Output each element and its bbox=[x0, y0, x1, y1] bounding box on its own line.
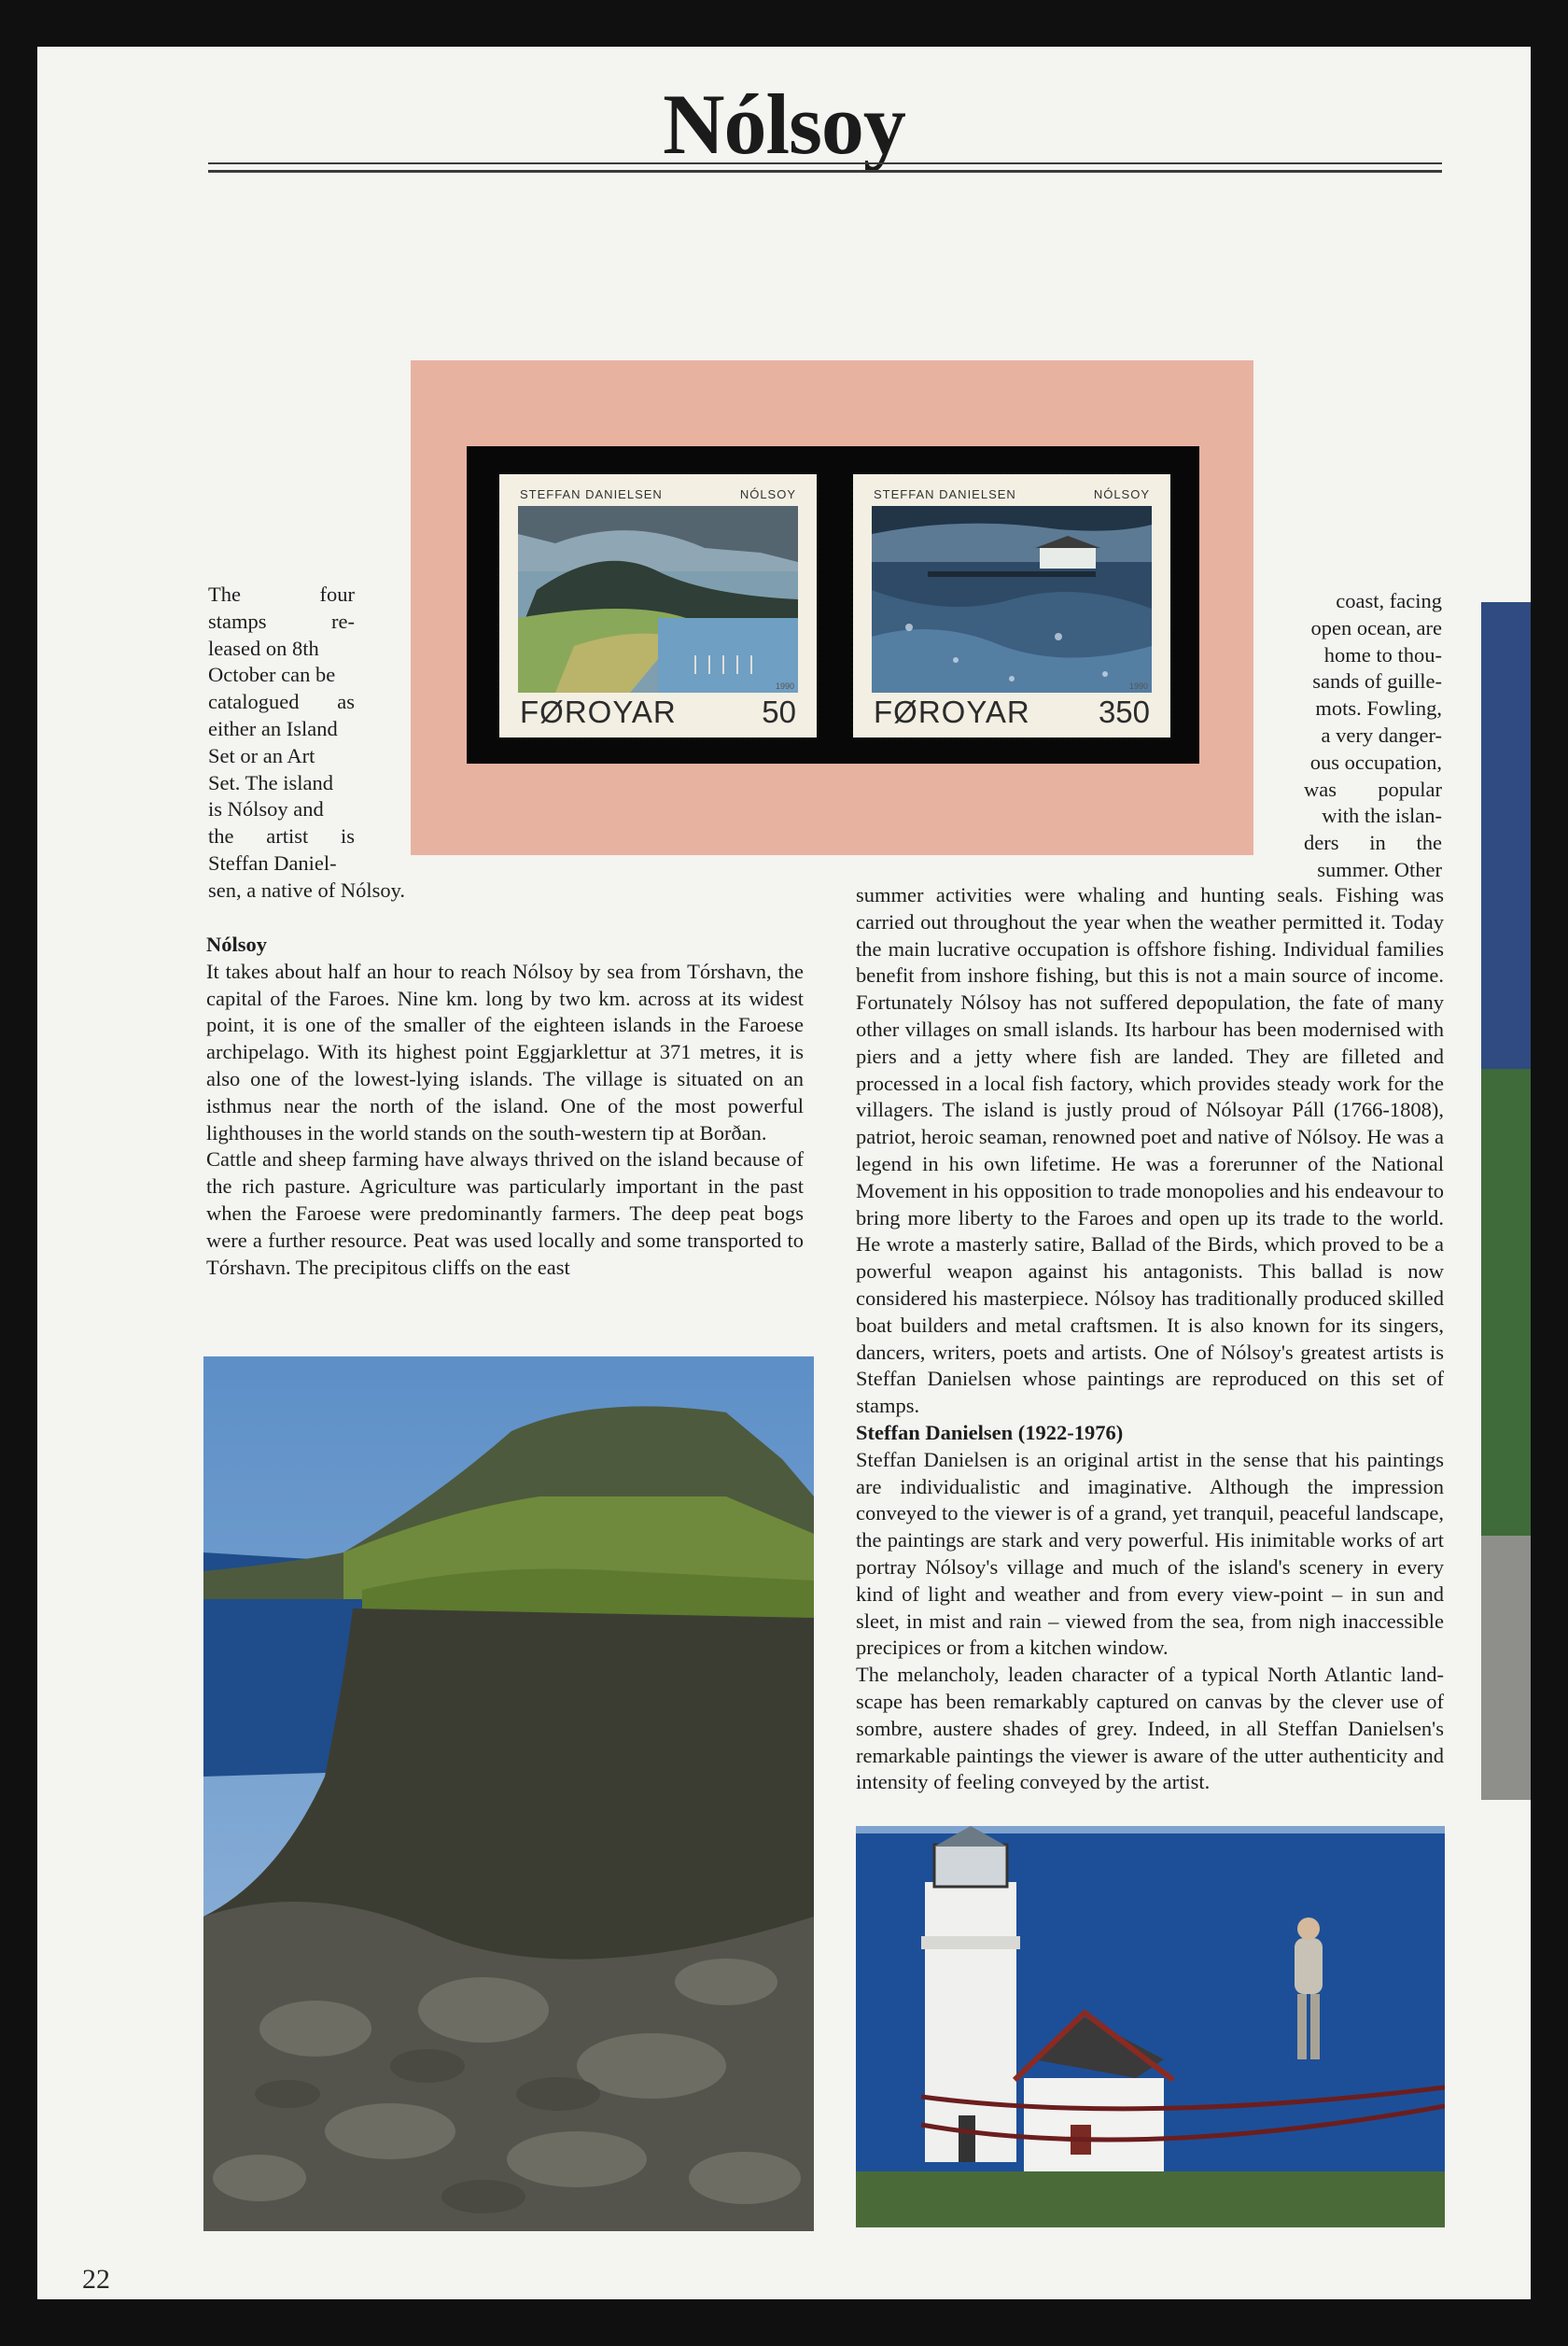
intro-line: catalogued as bbox=[208, 690, 355, 714]
intro-line: leased on 8th bbox=[208, 636, 319, 660]
right-top-line: ous occupation, bbox=[1309, 750, 1442, 774]
right-top-line: coast, facing bbox=[1336, 589, 1442, 612]
page-title: Nólsoy bbox=[663, 77, 905, 172]
title-rule-bottom bbox=[208, 170, 1442, 173]
nolsoy-article bbox=[206, 932, 804, 1281]
stamp-country: FØROYAR bbox=[520, 695, 677, 729]
adjacent-page-photo-edge bbox=[1481, 602, 1531, 1800]
paragraph: Cattle and sheep farming have always thrived on the island because of the rich pasture. Agriculture was particularly important in the past when the Faroese were predominantly farmers. The deep peat bogs were a further resource. Peat was used locally and some transported to Tórshavn. The precipitous cliffs on the east bbox=[206, 1147, 804, 1279]
stamp-island-label: NÓLSOY bbox=[1093, 487, 1150, 501]
stamp-year: 1990 bbox=[775, 681, 794, 691]
intro-last-line: sen, a native of Nólsoy. bbox=[208, 878, 405, 902]
stamp-50 bbox=[499, 474, 817, 738]
paragraph: Steffan Danielsen is an original artist in the sense that his paintings are individualistic and imaginative. Although the impression conveyed to the viewer is of a grand, yet tranquil, peaceful landscape, the paintings are stark and very powerful. His inimitable works of art portray Nólsoy's village and much of the island's scenery in every kind of light and weather and from every view-point – in sun and sleet, in mist and rain – viewed from the sea, from nigh inaccessible precipices or from a kitchen window. bbox=[856, 1447, 1444, 1660]
intro-line: is Nólsoy and bbox=[208, 797, 324, 822]
stamp-island-label: NÓLSOY bbox=[739, 487, 796, 501]
stamp-country: FØROYAR bbox=[874, 695, 1030, 729]
right-top-line: home to thou- bbox=[1323, 642, 1442, 667]
right-top-line: with the islan- bbox=[1322, 804, 1442, 828]
stamp-artist-label: STEFFAN DANIELSEN bbox=[874, 487, 1016, 501]
stamp-value: 50 bbox=[762, 695, 796, 729]
lighthouse-photo bbox=[856, 1826, 1445, 2227]
section-heading: Nólsoy bbox=[206, 933, 268, 956]
intro-line: October can be bbox=[208, 663, 336, 687]
intro-line: Steffan Daniel- bbox=[208, 850, 337, 875]
intro-line: either an Island bbox=[208, 716, 338, 740]
intro-line: stamps re- bbox=[208, 609, 355, 633]
section-heading: Steffan Danielsen (1922-1976) bbox=[856, 1420, 1124, 1444]
stamp-painting-island bbox=[518, 506, 798, 693]
stamp-value: 350 bbox=[1098, 695, 1150, 729]
right-top-line: sands of guille- bbox=[1312, 669, 1442, 694]
stamp-artist-label: STEFFAN DANIELSEN bbox=[520, 487, 663, 501]
intro-line: Set. The island bbox=[208, 770, 333, 794]
right-top-text bbox=[1304, 588, 1442, 884]
intro-text bbox=[208, 582, 355, 878]
title-rule-top bbox=[208, 162, 1442, 164]
right-top-line: was popular bbox=[1304, 777, 1442, 801]
stamp-painting-coast bbox=[872, 506, 1152, 693]
paragraph: summer activities were whaling and hunting seals. Fishing was carried out throughout the year when the weather permitted it. Today the main lucrative occupation is offshore fishing. Individual families benefit from inshore fishing, but this is not a main source of income. Fortunately Nólsoy has not suffered depopulation, the fate of many other villages on small islands. Its harbour has been modernised with piers and a jetty where fish are landed. They are filleted and processed in a local fish factory, which provides steady work for the villagers. The island is justly proud of Nólsoyar Páll (1766-1808), patriot, heroic seaman, renowned poet and native of Nólsoy. He was a legend in his own lifetime. He was a forerunner of the National Movement in his opposition to trade monopolies and his endeavour to bring more liberty to the Faroes and open up its trade to the world. He wrote a masterly satire, Ballad of the Birds, which proved to be a powerful weapon against his antagonists. This ballad is now considered his masterpiece. Nólsoy has traditionally produced skilled boat builders and metal craftsmen. It is also known for its singers, dancers, writers, poets and artists. One of Nólsoy's greatest artists is Steffan Danielsen whose paintings are reproduced on this set of stamps. bbox=[856, 883, 1444, 1418]
right-article bbox=[856, 882, 1444, 1796]
right-top-line: summer. Other bbox=[1317, 857, 1442, 881]
paragraph: The melancholy, leaden character of a typical North Atlantic land-scape has been remarkably captured on canvas by the clever use of sombre, austere shades of grey. Indeed, in all Steffan Danielsen's remarkable paintings the viewer is aware of the utter authenticity and intensity of feeling conveyed by the artist. bbox=[856, 1663, 1444, 1794]
right-top-line: a very danger- bbox=[1321, 723, 1442, 747]
page-number: 22 bbox=[82, 2264, 110, 2295]
right-top-line: open ocean, are bbox=[1310, 615, 1442, 639]
stamp-year: 1990 bbox=[1128, 681, 1148, 691]
right-top-line: ders in the bbox=[1304, 831, 1442, 855]
stamp-350 bbox=[853, 474, 1170, 738]
intro-line: The four bbox=[208, 583, 355, 606]
paragraph: It takes about half an hour to reach Nólsoy by sea from Tórshavn, the capital of the Faroes. Nine km. long by two km. across at its widest point, it is one of the smaller of the eighteen islands in the Faroese archipelago. With its highest point Eggjarklettur at 371 metres, it is also one of the lowest-lying islands. The village is situated on an isthmus near the north of the island. One of the most powerful lighthouses in the world stands on the south-western tip at Borðan. bbox=[206, 959, 804, 1145]
cliff-photo bbox=[203, 1356, 814, 2231]
intro-line: Set or an Art bbox=[208, 743, 315, 767]
intro-line: the artist is bbox=[208, 824, 355, 849]
album-page bbox=[37, 47, 1531, 2299]
right-top-line: mots. Fowling, bbox=[1315, 696, 1442, 721]
